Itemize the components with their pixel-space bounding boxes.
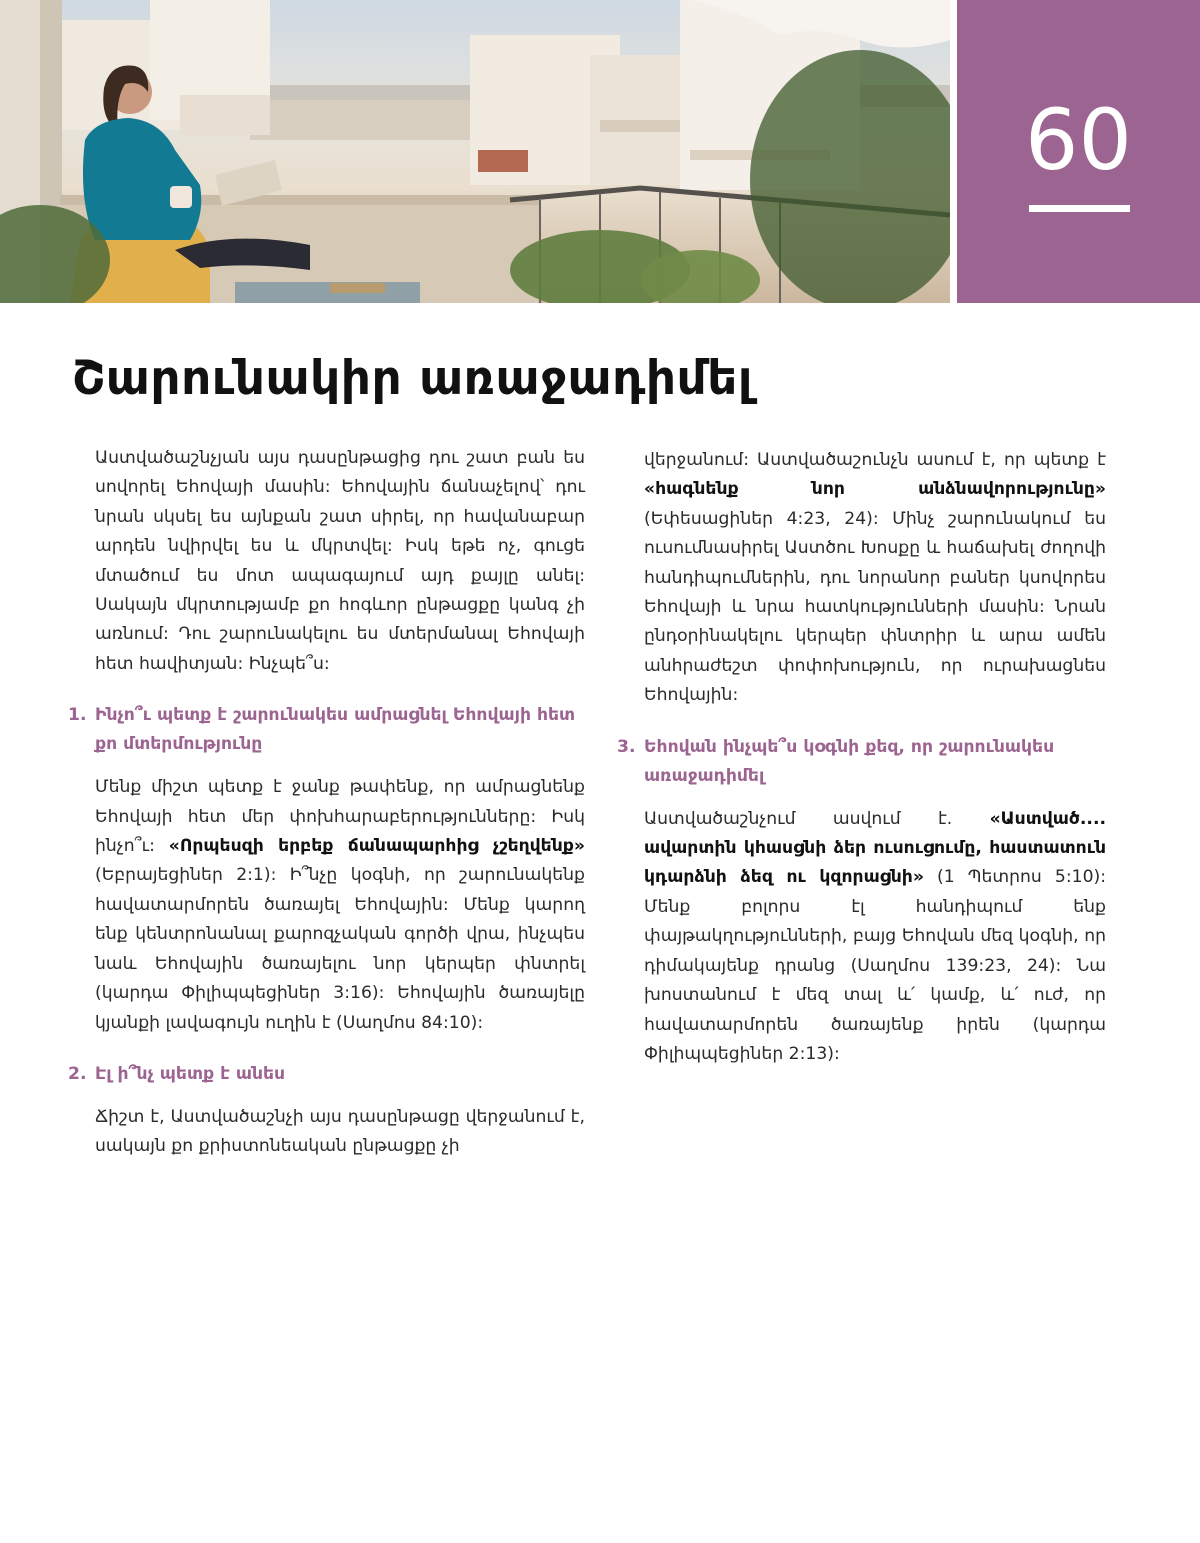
section-3-heading-text: Եհովան ինչպե՞ս կօգնի քեզ, որ շարունակես առաջադիմել xyxy=(644,736,1055,786)
left-column xyxy=(68,444,585,1162)
section-3-heading xyxy=(617,733,1106,791)
section-3-text-before: Աստվածաշնչում ասվում է. xyxy=(644,808,990,829)
section-3-text-after: (1 Պետրոս 5:10): Մենք բոլորս էլ հանդիպում ենք փայթակղությունների, բայց Եհովան մեզ կօգնի, որ դիմակայենք դրանց (Սաղմոս 139:23, 24): Նա խոստանում է մեզ տալ և՛ կամք, և՛ ուժ, որ հավատարմորեն ծառայենք իրեն (կարդա Փիլիպպեցիներ 2:13): xyxy=(644,867,1106,1064)
section-1-text-before: Մենք միշտ պետք է ջանք թափենք, որ ամրացնենք Եհովայի հետ մեր փոխհարաբերությունները: Իսկ ինչո՞ւ: xyxy=(95,777,585,857)
section-1-heading-text: Ինչո՞ւ պետք է շարունակես ամրացնել Եհովայի հետ քո մտերմությունը xyxy=(95,705,576,755)
section-1-paragraph xyxy=(95,773,585,1038)
section-1-quote: «Որպեսզի երբեք ճանապարհից չշեղվենք» xyxy=(168,836,585,857)
header-photo xyxy=(0,0,950,303)
section-1-text-after: (Եբրայեցիներ 2:1): Ի՞նչը կօգնի, որ շարունակենք հավատարմորեն ծառայել Եհովային: Մենք կարող ենք կենտրոնանալ քարոզչական գործի վրա, ինչպես նաև Եհովային ծառայելու նոր կերպեր փնտրել (կարդա Փիլիպպեցիներ 3:16): Եհովային ծառայելը կյանքի լավագույն ուղին է (Սաղմոս 84:10): xyxy=(95,865,585,1033)
lesson-number-panel xyxy=(957,0,1200,303)
section-2-paragraph-start: Ճիշտ է, Աստվածաշնչի այս դասընթացը վերջանում է, սակայն քո քրիստոնեական ընթացքը չի xyxy=(95,1106,585,1157)
section-2-heading xyxy=(68,1060,585,1089)
section-2-number: 2. xyxy=(68,1063,87,1084)
section-3-paragraph xyxy=(644,805,1106,1070)
intro-paragraph: Աստվածաշնչյան այս դասընթացից դու շատ բան ես սովորել Եհովայի մասին: Եհովային ճանաչելով՝ դու նրան սկսել ես այնքան շատ սիրել, որ հավանաբար արդեն նվիրվել ես և մկրտվել: Իսկ եթե ոչ, գուցե մտածում ես մոտ ապագայում այդ քայլը անել: Սակայն մկրտությամբ քո հոգևոր ընթացքը կանգ չի առնում: Դու շարունակելու ես մտերմանալ Եհովայի հետ հավիտյան: Ինչպե՞ս: xyxy=(95,448,585,674)
section-3-quote: «Աստված.... ավարտին կհասցնի ձեր ուսուցումը, հաստատուն կդարձնի ձեզ ու կզորացնի» xyxy=(644,808,1106,888)
section-2-heading-text: Էլ ի՞նչ պետք է անես xyxy=(95,1063,286,1084)
section-1-heading xyxy=(68,701,585,759)
section-3-number: 3. xyxy=(617,736,636,757)
page-title: Շարունակիր առաջադիմել xyxy=(72,351,753,406)
section-2-paragraph-continued xyxy=(644,446,1106,711)
balcony-scene-illustration xyxy=(0,0,950,303)
right-column xyxy=(617,446,1106,1069)
section-2-text-after: (Եփեսացիներ 4:23, 24): Մինչ շարունակում ես ուսումնասիրել Աստծու Խոսքը և հաճախել ժողովի հանդիպումներին, դու նորանոր բաներ կսովորես Եհովայի և նրա հատկությունների մասին: Նրան ընդօրինակելու կերպեր փնտրիր և արա ամեն անհրաժեշտ փոփոխություն, որ ուրախացնես Եհովային: xyxy=(644,508,1106,706)
lesson-number-underline xyxy=(1029,205,1130,212)
section-1-number: 1. xyxy=(68,705,87,726)
section-2-quote: «հագնենք նոր անձնավորությունը» xyxy=(644,479,1106,500)
section-2-text-before: վերջանում: Աստվածաշունչն ասում է, որ պետք է xyxy=(644,450,1106,470)
lesson-number: 60 xyxy=(1025,91,1132,189)
